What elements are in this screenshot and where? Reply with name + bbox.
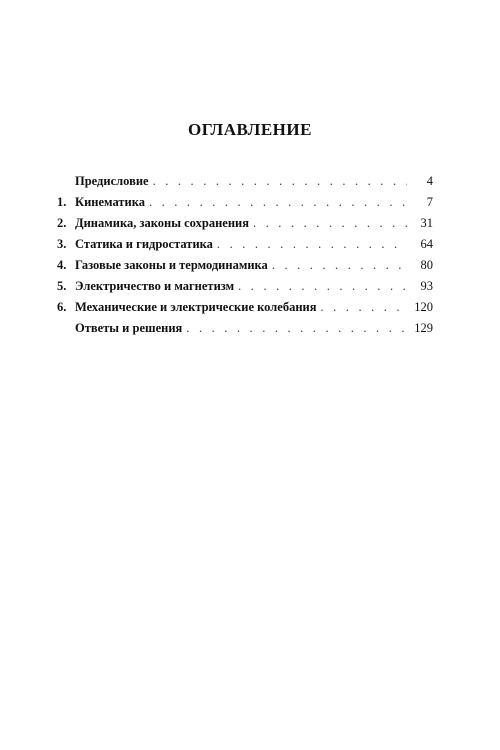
toc-entry-label: Кинематика <box>75 195 145 209</box>
toc-entry-oscillations <box>57 297 433 318</box>
toc-entry-label: Механические и электрические колебания <box>75 300 317 314</box>
toc-entry-number: 6. <box>57 300 67 314</box>
toc-entry-page: 31 <box>420 216 433 230</box>
dot-leader <box>186 318 407 339</box>
dot-leader <box>272 255 407 276</box>
toc-entry-label: Динамика, законы сохранения <box>75 216 249 230</box>
toc-entry-page: 80 <box>420 258 433 272</box>
dot-leader <box>153 171 407 192</box>
toc-entry-page: 7 <box>426 195 433 209</box>
toc-entry-page: 64 <box>420 237 433 251</box>
dot-leader <box>149 192 407 213</box>
toc-entry-electricity <box>57 276 433 297</box>
toc-entry-label: Предисловие <box>75 174 149 188</box>
table-of-contents <box>57 171 433 339</box>
toc-entry-page: 120 <box>414 300 433 314</box>
dot-leader <box>253 213 407 234</box>
toc-entry-number: 3. <box>57 237 67 251</box>
toc-entry-number: 1. <box>57 195 67 209</box>
toc-entry-page: 129 <box>414 321 433 335</box>
dot-leader <box>238 276 407 297</box>
toc-entry-page: 4 <box>426 174 433 188</box>
toc-entry-number: 4. <box>57 258 67 272</box>
toc-entry-kinematics <box>57 192 433 213</box>
toc-entry-dynamics <box>57 213 433 234</box>
toc-entry-page: 93 <box>420 279 433 293</box>
toc-entry-answers <box>57 318 433 339</box>
toc-entry-label: Электричество и магнетизм <box>75 279 235 293</box>
toc-entry-label: Статика и гидростатика <box>75 237 213 251</box>
toc-title: ОГЛАВЛЕНИЕ <box>188 120 312 139</box>
toc-entry-number: 2. <box>57 216 67 230</box>
toc-entry-label: Ответы и решения <box>75 321 183 335</box>
toc-entry-preface <box>57 171 433 192</box>
toc-entry-label: Газовые законы и термодинамика <box>75 258 268 272</box>
toc-entry-number: 5. <box>57 279 67 293</box>
dot-leader <box>321 297 408 318</box>
dot-leader <box>217 234 407 255</box>
toc-entry-thermodynamics <box>57 255 433 276</box>
toc-entry-statics <box>57 234 433 255</box>
